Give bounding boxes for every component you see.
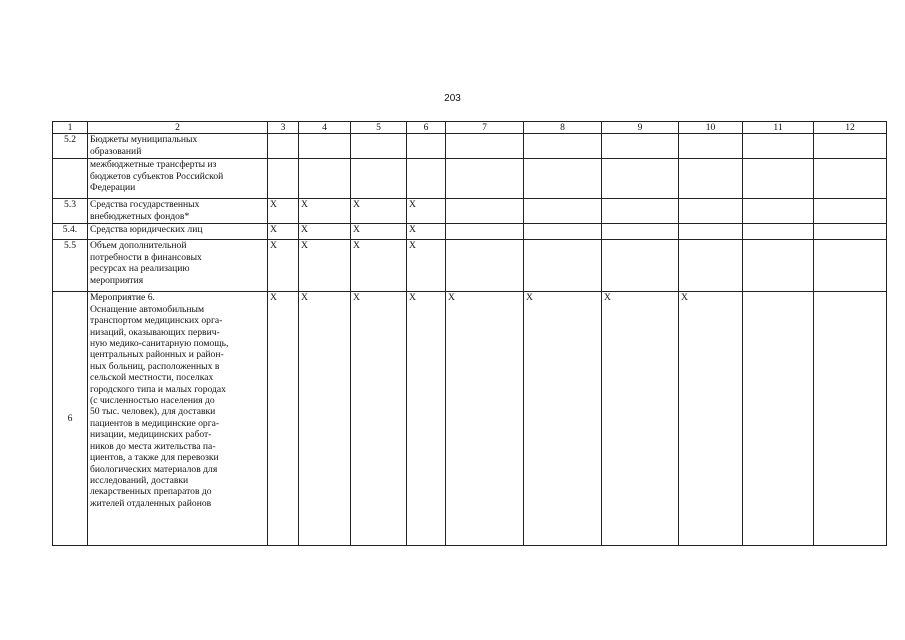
column-header: 3	[268, 122, 299, 134]
mark-cell	[814, 240, 887, 292]
mark-cell: X	[268, 240, 299, 292]
column-header: 4	[299, 122, 351, 134]
budget-table	[52, 121, 887, 546]
description-line: сельской местности, поселках	[90, 372, 214, 384]
mark-cell: X	[351, 292, 407, 546]
mark-cell: X	[407, 292, 446, 546]
mark-cell	[524, 240, 602, 292]
mark-cell	[679, 224, 743, 240]
mark-cell	[446, 159, 524, 199]
mark-cell	[524, 199, 602, 224]
description-line: циентов, а также для перевозки	[90, 452, 219, 464]
table-row	[53, 224, 887, 240]
description-line: (с численностью населения до	[90, 395, 215, 407]
mark-cell	[743, 199, 814, 224]
description-line: лекарственных препаратов до	[90, 486, 212, 498]
mark-cell	[679, 199, 743, 224]
column-header: 5	[351, 122, 407, 134]
description-line: внебюджетных фондов*	[90, 210, 190, 222]
mark-cell: X	[299, 240, 351, 292]
mark-cell	[679, 134, 743, 159]
mark-cell	[743, 159, 814, 199]
mark-cell	[446, 199, 524, 224]
row-number: 5.3	[53, 199, 88, 224]
mark-cell	[814, 159, 887, 199]
mark-cell	[602, 134, 679, 159]
column-header: 8	[524, 122, 602, 134]
description-line: Средства государственных	[90, 199, 200, 211]
column-header: 9	[602, 122, 679, 134]
mark-cell: X	[407, 224, 446, 240]
mark-cell	[524, 134, 602, 159]
mark-cell	[679, 159, 743, 199]
description-line: Бюджеты муниципальных	[90, 134, 198, 146]
table-row	[53, 199, 887, 224]
mark-cell: X	[407, 240, 446, 292]
table-row	[53, 134, 887, 159]
mark-cell	[814, 292, 887, 546]
column-header: 10	[679, 122, 743, 134]
description-line: образований	[90, 145, 142, 157]
description-line: пациентов в медицинские орга-	[90, 417, 220, 429]
mark-cell	[268, 159, 299, 199]
mark-cell: X	[407, 199, 446, 224]
description-line: ных больниц, расположенных в	[90, 360, 220, 372]
mark-cell	[268, 134, 299, 159]
row-description	[88, 134, 268, 159]
description-line: Мероприятие 6.	[90, 292, 155, 304]
column-header: 2	[88, 122, 268, 134]
mark-cell	[743, 240, 814, 292]
description-line: 50 тыс. человек), для доставки	[90, 406, 216, 418]
column-header: 1	[53, 122, 88, 134]
mark-cell	[446, 134, 524, 159]
description-line: межбюджетные трансферты из	[90, 159, 217, 171]
description-line: ную медико-санитарную помощь,	[90, 338, 229, 350]
mark-cell: X	[268, 199, 299, 224]
row-number	[53, 159, 88, 199]
mark-cell	[743, 134, 814, 159]
mark-cell	[524, 159, 602, 199]
description-line: исследований, доставки	[90, 474, 189, 486]
column-header: 11	[743, 122, 814, 134]
mark-cell	[299, 159, 351, 199]
mark-cell	[743, 224, 814, 240]
description-line: мероприятия	[90, 274, 144, 286]
row-description	[88, 240, 268, 292]
column-header: 6	[407, 122, 446, 134]
row-description	[88, 224, 268, 240]
mark-cell: X	[299, 292, 351, 546]
description-line: потребности в финансовых	[90, 251, 202, 263]
mark-cell	[299, 134, 351, 159]
table-row	[53, 159, 887, 199]
mark-cell: X	[351, 224, 407, 240]
mark-cell	[407, 159, 446, 199]
row-number: 6	[53, 292, 88, 546]
row-number: 5.5	[53, 240, 88, 292]
description-line: городского типа и малых городах	[90, 383, 226, 395]
description-line: жителей отдаленных районов	[90, 497, 212, 509]
description-line: низаций, оказывающих первич-	[90, 326, 220, 338]
mark-cell: X	[351, 199, 407, 224]
mark-cell	[524, 224, 602, 240]
description-line: ресурсах на реализацию	[90, 263, 190, 275]
column-header: 12	[814, 122, 887, 134]
mark-cell	[446, 224, 524, 240]
mark-cell: X	[268, 292, 299, 546]
description-line: Объем дополнительной	[90, 240, 187, 252]
description-line: бюджетов субъектов Российской	[90, 170, 224, 182]
description-line: биологических материалов для	[90, 463, 218, 475]
description-line: Оснащение автомобильным	[90, 303, 205, 315]
mark-cell: X	[351, 240, 407, 292]
mark-cell	[814, 224, 887, 240]
mark-cell	[814, 199, 887, 224]
header-row	[53, 122, 887, 134]
mark-cell	[602, 224, 679, 240]
mark-cell: X	[299, 224, 351, 240]
row-description	[88, 292, 268, 546]
mark-cell: X	[524, 292, 602, 546]
row-description	[88, 199, 268, 224]
table-row	[53, 292, 887, 546]
mark-cell	[743, 292, 814, 546]
mark-cell: X	[602, 292, 679, 546]
mark-cell	[602, 199, 679, 224]
mark-cell	[602, 159, 679, 199]
mark-cell	[407, 134, 446, 159]
page-number: 203	[444, 93, 461, 104]
description-line: транспортом медицинских орга-	[90, 315, 223, 327]
mark-cell	[602, 240, 679, 292]
row-number: 5.2	[53, 134, 88, 159]
description-line: Федерации	[90, 182, 136, 194]
description-line: низации, медицинских работ-	[90, 429, 212, 441]
mark-cell	[446, 240, 524, 292]
mark-cell	[814, 134, 887, 159]
row-number: 5.4.	[53, 224, 88, 240]
mark-cell	[679, 240, 743, 292]
mark-cell	[351, 159, 407, 199]
row-description	[88, 159, 268, 199]
description-line: ников до места жительства па-	[90, 440, 216, 452]
mark-cell	[351, 134, 407, 159]
column-header: 7	[446, 122, 524, 134]
mark-cell: X	[299, 199, 351, 224]
description-line: центральных районных и район-	[90, 349, 224, 361]
mark-cell: X	[268, 224, 299, 240]
table-row	[53, 240, 887, 292]
mark-cell: X	[679, 292, 743, 546]
mark-cell: X	[446, 292, 524, 546]
description-line: Средства юридических лиц	[90, 224, 203, 236]
